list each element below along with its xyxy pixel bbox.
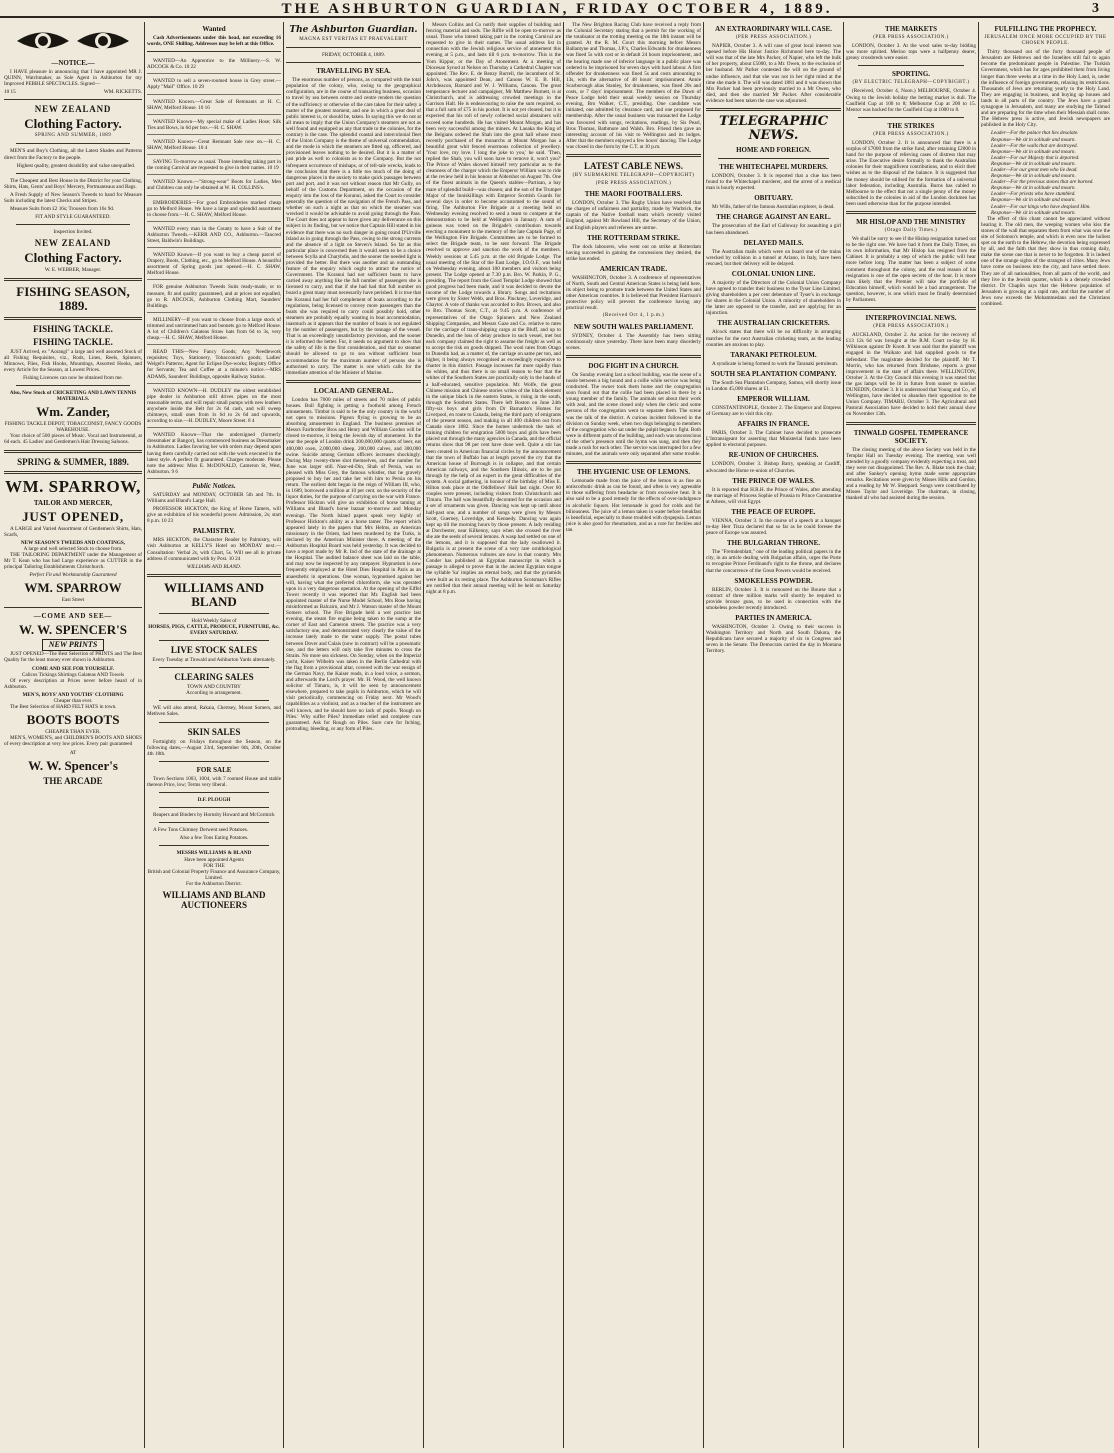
classified-ad: MILLINERY—If you want to choose from a large stock of trimmed and untrimmed hats and bonnets go to Melford House. A lot of Children's Galateas Straw hats from 6d to 3s, very cheap.—H. C. SHAW, Melford House. — [147, 315, 281, 345]
lament-chant — [991, 130, 1110, 215]
column-1 — [4, 22, 142, 1448]
nsw-received: (Received Oct 4, 1 p.m.) — [602, 313, 665, 319]
fresh-supply-text: A Fresh Supply of New Season's Tweeds to hand for Measure Suits including the latest Checks and Stripes. — [4, 191, 142, 205]
hislop-sub: (Otago Daily Times.) — [884, 227, 938, 233]
hislop-heading: MR HISLOP AND THE MINISTRY — [856, 217, 966, 226]
telegraphic-sub: HOME AND FOREIGN. — [736, 146, 811, 155]
prince-body: It is reported that H.R.H. the Prince of Wales, after attending the marriage of Princess Sophie of Prussia to Prince Constantine at Athens, will visit Egypt. — [706, 486, 841, 505]
public-notices-heading: Public Notices. — [192, 481, 236, 490]
bulgarian-heading: THE BULGARIAN THRONE. — [726, 539, 821, 548]
mens-clothing-text: MEN'S and Boy's Clothing, all the Latest Shades and Patterns direct from the Factory to the people. — [4, 148, 142, 161]
divider — [159, 792, 269, 793]
hislop-body: We shall be sorry to see if the Hislop resignation turned out to be the right one. We have had it from the Daily Times, on its own information, that Mr Hislop has resigned from the Cabinet. It is probably a step of which the public will hear more before long. The matter has been a subject of some comment throughout the colony, and the real reason of his resignation is one of the open secrets of the hour. It is more than likely that the Premier will take the portfolio of Education himself, which would be a bad arrangement. The question, however, is one which must be finally determined by Parliament. — [846, 236, 976, 303]
boots-heading: BOOTS BOOTS — [26, 712, 120, 728]
divider — [4, 471, 142, 474]
newspaper-motto: MAGNA EST VERITAS ET PRAEVALEBIT — [299, 37, 408, 42]
youths-text: MEN'S, BOYS' AND YOUTHS' CLOTHING — [22, 691, 124, 698]
classified-ad: FOR genuine Ashburton Tweeds Suits ready-made, or to measure, fit and quality guaranteed, and at prices not equalled, go to R. ADCOCK, Ashburton Clothing Mart, Saunders' Buildings. — [147, 282, 281, 312]
divider — [718, 158, 829, 159]
column-rule — [703, 22, 704, 1448]
divider — [4, 99, 142, 100]
divider — [286, 62, 421, 63]
prophecy-heading: FULFILLING THE PROPHECY. — [994, 25, 1097, 33]
divider — [858, 65, 964, 66]
classified-ad: WANTED Known—Great Remnant Sale now on.—H. C. SHAW, Melford House. 10 4 — [147, 137, 281, 155]
column-rule — [283, 22, 284, 1448]
strikes-sub: (PER PRESS ASSOCIATION.) — [873, 131, 949, 137]
divider — [566, 461, 701, 464]
notice-signature — [4, 89, 142, 95]
whitechapel-heading: THE WHITECHAPEL MURDERS. — [719, 163, 828, 172]
sparrow-heading: WM. SPARROW, — [5, 476, 141, 496]
smokeless-heading: SMOKELESS POWDER. — [734, 576, 813, 585]
chant-line: Leader—For our Majesty that is departed. — [991, 154, 1080, 161]
cable-news-sub-2: (PER PRESS ASSOCIATION.) — [595, 181, 672, 187]
divider — [16, 224, 130, 225]
come-see-text: COME AND SEE FOR YOURSELF. — [32, 665, 114, 672]
prince-heading: THE PRINCE OF WALES. — [732, 476, 815, 485]
wanted-heading: Wanted — [202, 25, 226, 33]
saturday-notice: SATURDAY and MONDAY, OCTOBER 5th and 7th. In Williams and Bland's Large Hall. — [147, 491, 281, 504]
chant-line: Leader—For the precious stones that are burned. — [991, 179, 1094, 186]
cricketers-body: Alcock states that there will be no difficulty in arranging matches for the next Australian cricketing team, as the leading counties are anxious to play. — [706, 329, 841, 348]
chant-line: Response—We sit in solitude and mourn. — [991, 197, 1076, 204]
cricket-text: Also, New Stock of CRICKETING AND LAWN TENNIS MATERIALS. — [9, 389, 137, 403]
mails-heading: DELAYED MAILS. — [743, 238, 804, 247]
column-6 — [706, 22, 841, 1448]
tailoring-text: THE TAILORING DEPARTMENT under the Management of Mr T. Kean who has had Large experience as CUTTER in the principal Tailoring Establishments Christchurch. — [4, 551, 142, 571]
dog-fight-body: On Sunday evening last a school building, was the scene of a tussle between a big hound and a collie while service was being conducted. The owner took them home and the congregation soon found out that the collie had been placed in there by a young member of the family. The animals set about their work with zeal, and the scene closed only when the cleric and some persons of the congregation went to separate them. The scene was the talk of the district. A curious incident followed in the division on Sunday week, when two dogs belonging to members of the congregation who sat under the pulpit began to fight. Both were in different parts of the building, and each was unconscious of the other's presence until the hymn was sung, and then they made a rush for each other. The service was interrupted for a few minutes, and the animals were only separated after some trouble. — [566, 371, 701, 458]
telegraphic-heading: TELEGRAPHIC NEWS. — [718, 114, 829, 144]
markets-heading: THE MARKETS — [885, 25, 937, 33]
will-case-heading: AN EXTRAORDINARY WILL CASE. — [715, 25, 832, 33]
classified-ad: WANTED Known—If you want to buy a cheap parcel of Drapery, Boots, Clothing, etc., go to Melford House. A beautiful assortment of Spring goods just opened.—H. C. SHAW, Melford House. — [147, 250, 281, 280]
prophecy-body-2: The effect of this chant cannot be appreciated without hearing it. The old men, the weeping women who kiss the stones of the wall that separates them from what was once the site of Solomon's temple, and which is even now the holiest spot on the earth to the Hebrew, the devotion being expressed by all, and the faith that they show in thus coming daily, make the scene one that is never to be forgotten. It is indeed one of the strange sights of the strangest of cities. Many Jews have come on business into the city, and have settled there. They are of all nationalities, from all parts of the world, and they live in the Jewish quarter, which is a densely crowded district. Dr Chaplin says that the Hebrew population of Jerusalem is growing at a rapid rate, and that the number of Jews now exceeds the Mohammedans and the Christians combined. — [981, 215, 1110, 308]
british-text: British and Colonial Property Finance and Assurance Company, Limited. — [147, 868, 281, 881]
manager-line: W. E. WEBBER, Manager. — [44, 267, 102, 274]
taranaki-heading: TARANAKI PETROLEUM. — [730, 350, 817, 359]
for-sale-heading: FOR SALE — [196, 765, 232, 774]
masthead — [0, 0, 1114, 18]
notice-date: 10 15 — [4, 89, 16, 96]
divider — [159, 761, 269, 762]
come-and-see-heading: —COME AND SEE— — [33, 612, 113, 621]
divider — [159, 722, 269, 723]
tweeds-text: NEW SEASON'S TWEEDS AND COATINGS, — [20, 539, 126, 546]
divider — [846, 307, 976, 310]
eating-potatoes-text: Also a few Tons Eating Potatoes. — [179, 835, 249, 842]
page-number: 3 — [1092, 1, 1100, 16]
obituary-body: Mr Wills, father of the famous Australian explorer, is dead. — [712, 204, 835, 211]
zander-heading: Wm. Zander, — [36, 404, 110, 420]
divider — [286, 47, 421, 48]
classified-ad: WANTED KNOWN—H. DUDLEY the oldest established pipe dealer in Ashburton still drives pipes on the most reasonable terms, and will repair small pumps with new leathers anywhere inside the Belt for 2s 6d cash, and will sweep chimneys, small ones from 1s 6d to 2s 6d and upwards, according to size.—H. DUDLEY, Moore Street. 8 4 — [147, 386, 281, 429]
street-text: East Street — [61, 597, 85, 604]
local-news-end: The New Brighton Racing Club have received a reply from the Colonial Secretary stating that a permit for the working of the totalisator at the trotting meeting on the 18th instant will be granted. At the R. M. Court this morning before Messrs Ballantyne and Thomas, J.P.'s, Charles Edwards for drunkenness was fined 5s with cost or in default 24 hours imprisonment, and the hearing made one of inferior language in a public place was ordered to be imprisoned for seven days with hard labour. A first offender for drunkenness was fined 5s and costs amounting to 13s, with the alternative of 48 hours' imprisonment. Annie Scarborough alias Stanley, for drunkenness, was fined 20s and costs, or 7 days' imprisonment. The members of the Dawn of Peace Lodge held their usual weekly session on Thursday evening, Bro Walker, C.T., presiding. One candidate was initiated, one admitted by clearance card, and one proposed for membership. After the usual business was transacted the Lodge was favoured with songs, recitations, readings, by Sis Pearl, Bros Thomas, Bathmore and Walsh. Bro. Friend then gave an interesting account of his visit to Wellington and its lodges. After that the members enjoyed a few hours' dancing. The Lodge was closed in due form by the C.T. at 10 p.m. — [566, 22, 701, 150]
nsw-body: SYDNEY, October 4. The Assembly has been sitting continuously since yesterday. There have been many disorderly scenes. — [566, 332, 701, 351]
interprovincial-heading: INTERPROVINCIAL NEWS. — [865, 314, 957, 323]
emperor-heading: EMPEROR WILLIAM. — [737, 395, 810, 403]
williams-bland-auctioneers: WILLIAMS AND BLAND AUCTIONEERS — [162, 889, 266, 910]
column-7 — [846, 22, 976, 1448]
classified-ad: WANTED to sell a seven-roomed house in Grey street.—Apply "Mail" Office. 10 29 — [147, 76, 281, 94]
divider — [147, 574, 281, 577]
column-3 — [286, 22, 421, 1448]
appointed-text: Have been appointed Agents — [184, 856, 244, 863]
travelling-heading: TRAVELLING BY SEA. — [316, 67, 391, 76]
spencer-heading-2: W. W. Spencer's — [28, 757, 118, 773]
classified-ad: WANTED—An Apprentice to the Millinery.—S. W. ADCOCK & Co. 10 22 — [147, 56, 281, 74]
column-rule — [843, 22, 844, 1448]
taranaki-body: A syndicate is being formed to work the Taranaki petroleum. — [712, 360, 839, 367]
horses-text: HORSES, PIGS, CATTLE, PRODUCE, FURNITURE, &c. EVERY SATURDAY. — [148, 623, 280, 636]
obituary-heading: OBITUARY. — [754, 194, 793, 203]
divider — [706, 108, 841, 111]
local-news-continued: Messrs Collins and Co notify their supplies of building and fencing material and sods. The Riflle will be open to-morrow as usual. Those who intend taking part in the coming Carnival are requested to give in their names. The usual address list in connection with the Jewish religious service of atonement this evening at 5 p.m., and lasts till 6 p.m. to-morrow. This is the Yom Kippur, or the Day of Atonement. At a meeting of Diocesan Synod at Nelson on Thursday a Cathedral Chapter was appointed. The Rev. E. de Renzy Burrell, the incumbent of St. John's, was appointed Dean, and Canons W. E. B. Hill, Archdeacon, Barnard and W. J. Williams, Canons. The great temperance lecturer and campaigner, Mr Matthew Burnett, is at Christchurch, and is addressing crowded meetings in the Garrison Hall. He is endeavouring to raise the sum required, so that a full sum of £75 in his pocket. It is not yet cleared, but it is expected that his roll of newly collected social abstainers will exceed some hundreds. He has visited Mount Morgan, and has been very successful among the miners. At Laoaka the King of the Belgians ordered the Shah into the great hall whose most recently purchased of the monarchs at Mount Morgan has a beautiful great whit fenced enormous collection of jewellery. 'Your love, my love. I long the joke to you,' he said. 'Then, replied the Shah, you will soon have to remove it, won't you?' The Prince of Wales showed himself very particular as to the cleanness of the charger which the Emperor William was to ride at the review held in his honour at Aldershot on August 7th. One of the finest animals in the Queen's stables—Partisan, a bay mare of splendid build—was chosen; and the son of the Trumpet Major of the Inniskillings with Emperor Scottish Guards for several days in order to become accustomed to the sound of firing. The Ashburton Fire Brigade at a meeting held on Wednesday evening resolved to send a team to compete at the demonstration to be held at Wellington in January. A sum of guineas was voted on the Brigade's contribution towards erecting a monument to the memory of the late Captain Page, of the Wellington Fire Brigade. Committees are to be formed to select the Brigade team, to be sent forward. The Brigade resolved to approve and sanction the work of the members. Weekly sessions at 5.45 p.m. at the old Brigade Lodge. The usual meeting of the Star of the East Lodge, I.O.O.F., was held on Wednesday evening, about 100 members and visitors being present. The Lodge opened at 7.30 p.m. Bro. W. Parkin, P. G., presiding. The report from the Good Templar Lodge showed that good progress had been made, and it was decided to devote the income of the Lodge towards a library. Songs and recitations were given by Sister Webb, and Bros. Pinckney, Loveridge, and Chaytor. A vote of thanks was accorded to Bro. Brown, and also to Bro. Thomas Scott, C.T., at 9.45 p.m. A conference of representatives of the Otago Spinners and New Zealand Shipping Companies, and Messrs Gaze and Co. relative to rates for the carriage of trans-shipping cargo at the Bluff, and up to Dunedin, and the loss of delay produce in such vessel, met but each company claimed the right to assume the freight as well as to accept the risk on goods shipped. The wool rates from Otago to Dunedin had, as a matter of, the carriage on same per ton, and higher, it being always recognised as exceedingly expensive to charter in this district. Passage increases far more rapidly than do whites, and thus there is no small reason to fear that the whites of the Southern States are practically only in the hands of a half-educated, sensitive population. Mr. Wolfe, the great Chinese mission and Chinese stories writes of the black element in the unique black in the eastern States, is rising in the south, through the Southern States. There left Boston on June 24th fifty-six boys and girls from Dr Barnardo's Homes for Liverpool, en route to Canada, being the third party of emigrants of the present season, and making in all 400 children out from Canada since 1882. Since the homes undertook the task of training children for emigration 5000 boys and girls have been placed out through the many agencies in Canada, and the official returns show that 98 per cent have done well. Quite a stir has been created in American financial circles by the announcement that the town of Buffalo has at length proved the cry that the American house of Burrough is in collapse, and that certain American railways, and the Southern Illinois, are to be put through by the help of an expert in the great difficulties of the system. A social gathering, in honour of the birthday of Miss E. Hilton took place at the Oddfellows' Hall last night. Over 60 couples were present, including visitors from Christchurch and Timaru. The hall was beautifully decorated for the occasion and a set of ornaments was given. Dancing was kept up until about half-past one, and a number of songs were given by Messrs Scott, Guerney, Loveridge, and Kennedy. Dancing was again kept up till the morning hours by those present. A lady residing at Dorchester, near Kilkenny, says when she crossed the river she ate the seeds of several lemons. A wasp had settled on one of the lemons, and it is supposed that the lady swallowed it. Bulgaria is at present the scene of a very rare ornithological phenomenon. Numerous vultures are now in that country. Mrs Conder has published an Egyptian manuscript in which a passage is alleged to prove that in the ancient Egyptian tongue the syllable 'ka' implies an eternal body, and that the pyramids were built as its resting place. The Ashburton Scotsman's Rifles are notified that their annual meeting will be held on Saturday night at 8 p.m. — [426, 22, 561, 595]
maori-body: LONDON, October 3. The Rugby Union have resolved that the charges of unfairness and partiality, made by Warbrick, the captain of the Native football team which recently visited England, against Mr Rowland Hill, the Secretary of the Union, and English players and referees are untrue. — [566, 200, 701, 231]
at-text: AT — [69, 749, 77, 756]
newspaper-page — [4, 22, 1110, 1448]
divider — [159, 667, 269, 668]
newspaper-title: The Ashburton Guardian. — [289, 25, 418, 35]
messrs-text: MESSRS WILLIAMS & BLAND — [176, 850, 252, 857]
earl-heading: THE CHARGE AGAINST AN EARL. — [716, 213, 831, 222]
column-2 — [147, 22, 281, 1448]
nz-heading-2: NEW ZEALAND — [34, 238, 112, 249]
classified-ad: WANTED Known.—Great Sale of Remnants at H. C. SHAW, Melford House. 10 16 — [147, 97, 281, 115]
we-attend-text: WE will also attend, Rakaia, Chertsey, Mount Somers, and Methven Sales. — [147, 705, 281, 718]
tinwald-body: The closing meeting of the above Society was held in the Templar Hall on Tuesday evening. The meeting was well attended by a goodly company evidently expecting a treat, and they were not disappointed. The Rev. A. Blake took the chair, and after Sankey's opening hymn made some appropriate remarks. Recitations were given by Misses Hills and Gordon, and a reading by Mr W. Sheppard. Songs were contributed by Misses Taylor and Loveridge. The chairman, in closing, thanked all who had assisted during the session. — [846, 446, 976, 502]
divider — [4, 278, 142, 281]
hats-text: The Best Selection of HARD FELT HATS in town. — [10, 704, 117, 711]
column-8 — [981, 22, 1110, 1448]
prophecy-body: Thirty thousand out of the forty thousand people of Jerusalem are Hebrews and the Israelites still fail to again become the predominant people in Palestine. The Turkish Government, which has for ages prohibited them from living longer than three weeks at a time in the Holy Land, is, under the influence of foreign governments, relaxing its restrictions. Thousands of Jews are returning yearly to the Holy Land. They are engaging in business, and buying up houses and lands in all parts of the country. The Jews have a grand synagogue in Jerusalem, and many are studying the Talmud and are preparing for the time when their Messiah shall come. The Hebrew press is active, and Jewish newspapers are published in the Holy City. — [981, 49, 1110, 129]
calicos-text: Calicos Tickings Shirtings Galateas AND Towels — [21, 671, 125, 678]
professor-notice: PROFESSOR HICKTON, the King of Horse Tamers, will give an exhibition of his wonderful power. Admission, 2s; start 8 p.m. 10 23 — [147, 506, 281, 525]
fishing-season-heading: FISHING SEASON, 1889. — [16, 283, 130, 313]
arrangement-text: According to arrangement. — [186, 690, 242, 697]
tinwald-heading: TINWALD GOSPEL TEMPERANCE SOCIETY. — [853, 428, 969, 445]
colonial-heading: COLONIAL UNION LINE. — [731, 269, 816, 278]
spencer-heading: W. W. SPENCER'S — [19, 622, 127, 638]
inspection-text: Inspection Invited. — [53, 229, 93, 236]
nsw-heading: NEW SOUTH WALES PARLIAMENT. — [573, 322, 694, 331]
chant-line: Leader—For the palace that lies desolate. — [991, 130, 1079, 137]
masthead-title: THE ASHBURTON GUARDIAN, FRIDAY OCTOBER 4, 1889. — [281, 1, 833, 17]
prices-text: Of every description at Prices never before heard of in Ashburton. — [4, 677, 142, 690]
classified-ad: WANTED Known.—"Strong-wear" Boots for Ladies, Men and Children can only be obtained at W. H. COLLINS's. — [147, 177, 281, 195]
europe-body: VIENNA, October 3. In the course of a speech at a banquet to-day Herr Tisza declared that so far as he could foresee the peace of Europe was assured. — [706, 517, 841, 537]
chant-line: Response—We sit in solitude and mourn. — [991, 173, 1076, 180]
mails-body: The Australian mails which were on board one of the trains wrecked by collision in a tunnel at Ariano, in Italy, have been rescued, but their delivery will be delayed. — [706, 248, 841, 267]
sporting-body: (Received, October 4, Noon.) MELBOURNE, October 4. Owing to the Jewish holiday the betting market is dull. The Caulfield Cup at 100 to 8; Melbourne Cup at 200 to 15. Mentor was backed for the Caulfield Cup at 1000 to 8. — [846, 88, 976, 113]
jerusalem-subheading: JERUSALEM ONCE MORE OCCUPIED BY THE CHOSEN PEOPLE. — [984, 35, 1107, 47]
town-country-text: TOWN AND COUNTRY — [187, 684, 241, 691]
assortment-text: A LARGE and Varied Assortment of Gentlemen's Shirts, Hats, Scarfs, — [4, 525, 142, 538]
stock-text: A large and well selected Stock to choose from. — [23, 545, 123, 552]
chant-line: Leader—For our great men who lie dead. — [991, 166, 1078, 173]
palmistry-notice: MRS HICKTON, the Character Reader by Palmistry, will visit Ashburton at KELLY'S Hotel on MONDAY next.—Consultation: Verbal 2s, with Chart, 5s. Will see all in private address if communicated with by Post. 10 24 — [147, 537, 281, 562]
divider — [4, 317, 142, 320]
europe-heading: THE PEACE OF EUROPE. — [731, 507, 816, 516]
america-heading: PARTIES IN AMERICA. — [735, 613, 812, 622]
france-heading: AFFAIRS IN FRANCE. — [737, 420, 810, 429]
sporting-heading: SPORTING. — [891, 70, 931, 79]
rotterdam-body: The dock labourers, who went out on strike at Rotterdam having succeeded in gaining the concessions they desired, the strike has ended. — [566, 243, 701, 262]
column-rule — [978, 22, 979, 1448]
chant-line: Response—We sit in solitude and mourn. — [991, 160, 1076, 167]
music-text: Your choice of 500 pieces of Music. Vocal and Instrumental, at 6d each. 45 Ladies' and Gentlemen's Hair Dressing Saloons. — [4, 433, 142, 446]
chant-line: Response—We sit in solitude and mourn. — [991, 185, 1076, 192]
clearing-heading: CLEARING SALES — [174, 672, 254, 683]
interprovincial-sub: (PER PRESS ASSOCIATION.) — [873, 324, 949, 330]
churches-body: LONDON, October 3. Bishop Barry, speaking at Cardiff, advocated the Home re-union of Churches. — [706, 461, 841, 474]
american-trade-body: WASHINGTON, October 3. A conference of representatives of North, South and Central American States is being held here, its object being to promote trade between the United States and other American countries. It is believed that President Harrison's protective policy will prevent the conference having any practical result. — [566, 274, 701, 312]
local-general-body: London has 7000 miles of streets and 70 miles of public houses. Bull fighting is getting a foothold among French amusements. Timbot is said to be the only country in the world not open to missions. Pigeon flying is growing to be an absorbing amusement in England. The business premises of Messrs Fairbrother Bros and Henry and William Gordon will be closed to-morrow, it being the Jewish day of atonement. In the year the people of London drink 200,000,000 quarts of beer, eat 400,000 oxen, 2,000,000 sheep, 200,000 calves, and 300,000 swine. Suicide among German officers increases shockingly. During May twenty-three shot themselves, and the number for June was larger still. Nasr-ed-Din, Shah of Persia, was so pleased with Miss Grey, the famous whistler, that he gravely proposed to buy her and take her with him to Persia on his return. The earliest debt began in the reign of William III, who, in 1689, borrowed a million at 10 per cent. on the security of the liquor duties, for the purpose of carrying on the war with France. Professor Hickton will give an exhibition of horse taming at Williams and Bland's horse bazaar to-morrow and Monday evenings. The North Island papers speak very highly of Professor Hickton's ability as a horse tamer. The report which appeared lately in the papers that Mrs Helms, an American missionary in the Orient, had been murdered by the Turks, is declared by the American Minister there. A meeting of the Ashburton Hospital Board was held yesterday. It was decided to have a report made by Mr R. Ind of the state of the drainage at the Hospital. The audited balance sheet was laid on the table, and may now be inspected by any ratepayer. Hypnotism is now frequently employed at the Hotel Dieu Hospital in Paris as an anaesthetic in operations. One woman, hypnotised against her will, having what the preferred chloroform, she was operated upon in a very dangerous operation. At the opening of the Eiffel Tower recently it was reported that Mr. English had been appointed master of the Nurse Model School, Mrs Rose having misinformed as Balcairn, and Mr J. Watson master of the Mount Somers school. The Fire Brigade held a wet practice last evening, the steam fire engine being taken to the sump at the corner of East and Cameron streets. The practice was a very satisfactory one, and demonstrated very clearly the value of the increase lately made to the water supply. The postal tubes between Dover and Calais (now in contract) will be a pneumatic one, and the letters will only take five minutes to cross the Straits. No more sea sickness. On Sunday, when on the Imperial yacht, Kaiser Wilhelm was taken in the Berlin Cathedral with the flag from a provisional altar, covered with the war ensign of the German Navy, the Kaiser reads, in a loud voice, a sermon, and afterwards the Lord's prayer. Mr. H. Wood, the well known solicitor of Timaru, is, it will be seen by announcement elsewhere, prepared to take pupils in Ashburton, which he will visit periodically, commencing on Friday next. Mr Wood's capabilities as a violinist, and as a teacher of the instrument are well known, and he should have no lack of pupils. 'Rough on Piles.' Why suffer Piles? Immediate relief and complete cure guaranteed. Ask for Rough on Piles. Sure cure for Itching, protruding, bleeding, or any form of Piles. — [286, 396, 421, 732]
classified-ad: EMBROIDERIES—For good Embroideries marked cheap go to Melford House. We have a large and splendid assortment to choose from.—H. C. SHAW, Melford House. — [147, 198, 281, 222]
american-trade-heading: AMERICAN TRADE. — [599, 264, 668, 273]
america-body: WASHINGTON, October 3. Owing to their success in Washington Territory and North and South Dakota, the Republicans have secured a majority of six in Congress and seven in the Senate. The Democrats carried the day in Montana Territory. — [706, 623, 841, 655]
divider — [846, 211, 976, 214]
divider — [16, 385, 130, 386]
eyes-icon — [13, 26, 133, 56]
cheapest-text: The Cheapest and Best House in the District for your Clothing, Shirts, Hats, Gents' and Boys' Mercery, Portmanteaus and Bags. — [4, 177, 142, 190]
will-case-sub: (PER PRESS ASSOCIATION.) — [735, 35, 812, 40]
divider — [159, 613, 269, 614]
dog-fight-heading: DOG FIGHT IN A CHURCH. — [588, 361, 679, 370]
column-rule — [423, 22, 424, 1448]
divider — [16, 173, 130, 174]
interprovincial-body: AUCKLAND, October 2. An action for the recovery of £13 12s 6d was brought at the R.M. Court to-day by H. Wilkinson against Dr Knott. It was said that the plaintiff was engaged in the Waikato and had supplied goods to the defendant. The magistrate decided for the plaintiff. Mr T. Morrin, who has returned from Brisbane, reports a great improvement in the state of affairs there. WELLINGTON, October 3. At the City Council this evening it was stated that the gas lamps will be lit in future from sunset to sunrise. DUNEDIN, October 3. It is understood that Young and Co., of Wellington, have decided to abandon their opposition to the Union Company. TIMARU, October 3. The Agricultural and Pastoral Association have decided to hold their annual show on November 13th. — [846, 332, 976, 418]
column-4 — [426, 22, 561, 1448]
lemons-body: Lemonade made from the juice of the lemon is as fine an antiscorbutic drink as can be found, and often is very agreeable to those suffering from headache or from excessive heat. It is also said to be a good remedy for the effects of over-indulgence in alcoholic liquors. Hot lemonade is good for colds and for biliousness. The juice of a lemon taken in water before breakfast is beneficial, especially to those troubled with dyspepsia. Lemon juice is also good for rheumatism, and as a cure for freckles and tan. — [566, 478, 701, 533]
palmistry-heading: PALMISTRY. — [192, 527, 236, 536]
travelling-body: The enormous number of persons, as compared with the total population of the colony, who, owing to the geographical configuration, are in the course of transacting business, occasion to travel by sea between centre and centre renders the question of the sufficiency or otherwise of the care taken for their safety a matter of the greatest moment, and one in which a great deal of public interest is, or should be, taken. In saying this we do not at all mean to imply that the Union Company's steamers are not as well found and equipped as any that trade to the colonies, for the contrary is the case. The splendid coastal and intercolonial fleet of the Union Company is the theme of universal commendation, and the mode in which the steamers are fitted up, officered, and provisioned leaves nothing to be desired. But it is a matter of just pride as well to colonists as to the Company. But the not infrequent occurrence of mishaps, or of tell-tale wrecks, leads to the conclusion that there is a little too much of the doing of dangerous places in the anxiety to make quick passages between port and port, and it was not without reason that Mr Gully, on behalf of the Customs Department, on the occasion of the enquiry into the loss of the Koranui, asked the Court to consider generally the question of the navigation of the French Pass, and whether on such a night as that on which the steamer was wrecked it would be advisable to avoid going through the Pass. The Court does not appear to have given any deliverance on this subject in its finding, but we notice that Captain Hill stated in his evidence that there was no such danger in going round D'Urville Island as in going through the Pass, owing to the strong currents and the absence of a light on Steven's Island. So far as this particular place is concerned then it would seem to be a choice between Scylla and Charybdis, and the sooner the needed light is provided the better. But there was another and an outstanding feature of the enquiry which ought to attract the notice of Government. The Koranui had not sufficient boats to have carried away anything like the full number of passengers she is licensed to carry, and that if she had had that full number on board a great many must necessarily have perished. It is true that the Koranui had her full complement of boats according to the regulations, being licensed to convey more passengers than the boats she was required to carry could possibly hold, other steamers are probably equally wanting in boat accommodation, inasmuch as it appears that the number of boats is not regulated by the number of passengers, but by the tonnage of the vessel. That is an exceedingly unsatisfactory provision, and the sooner it is reformed the better. For, it needs no argument to show that the safety of life is the first consideration, and that no steamer should be allowed to go to sea without sufficient boat accommodation for the maximum number of persons she is authorised to carry. The matter is one which calls for the immediate attention of the Minister of Marine. — [286, 77, 421, 376]
strikes-body: LONDON, October 2. It is announced that there is a surplus of £7000 from the strike fund, after retaining £2000 in hand for the purpose of relieving cases of distress that may arise. The Executive desire formally to thank the Australian colonies for their magnificent contributions, and to elicit their wishes as to the disposal of the balance. It is suggested that the money should be utilised for the formation of a universal labor federation, including Australia. Burns has cabled to Melbourne to the effect that not a single penny of the money subscribed in the colonies in aid of the London dockmen has been used otherwise than for the purpose intended. — [846, 139, 976, 207]
cable-news-heading: LATEST CABLE NEWS. — [584, 160, 683, 171]
classified-ad: WANTED Known—My special make of Ladies Hose; Silk Ties and Bows, in 6d per box.—H. C. SHAW. — [147, 117, 281, 135]
nz-heading: NEW ZEALAND — [34, 104, 112, 115]
divider — [286, 380, 421, 383]
cheaper-text: Cheaper than ever. — [53, 698, 93, 705]
measure-suits-text: Measure Suits from £2 16s; Trousers from 16s 9d. — [10, 206, 115, 213]
sporting-sub: (BY ELECTRIC TELEGRAPH—COPYRIGHT.) — [852, 80, 970, 86]
chant-line: Response—We sit in solitude and mourn. — [991, 148, 1076, 155]
factory-heading-2: Clothing Factory. — [24, 250, 122, 266]
classified-ad: READ THIS—New Fancy Goods; Any Needlework requisites; Toys, Stationery, Tobacconist's goods; Ladies' Welgel's Patterns; Agent for Eclipse Dye-works; Registry Office for Servants; Tea and Coffee at a minute's notice.—MRS ADAMS, Saunders' Buildings, opposite Railway Station. — [147, 347, 281, 383]
chant-line: Response—We sit in solitude and mourn. — [991, 209, 1076, 216]
reapers-text: Reapers and Binders by Hornsby Howard and McCormick — [153, 812, 275, 819]
arcade-heading: THE ARCADE — [43, 775, 103, 786]
spectacles-logo — [4, 26, 142, 56]
column-5 — [566, 22, 701, 1448]
williams-bland-heading: WILLIAMS AND BLAND — [163, 579, 265, 609]
sparrow-heading-2: WM. SPARROW — [24, 580, 122, 596]
markets-body: LONDON, October 3. At the wool sales to-day bidding was more spirited. Merino tops were a halfpenny dearer, greasy crossbreds were easier. — [846, 43, 976, 62]
maori-heading: THE MAORI FOOTBALLERS. — [584, 190, 683, 199]
notice-heading: —NOTICE.— — [51, 59, 95, 67]
classified-ad: SAVING To-morrow as usual. Those intending taking part in the coming Carnival are requested to give in their names. 10 19 — [147, 157, 281, 175]
column-rule — [563, 22, 564, 1448]
just-opened-heading: JUST OPENED, — [22, 508, 124, 524]
markets-sub: (PER PRESS ASSOCIATION.) — [873, 35, 949, 40]
divider — [566, 154, 701, 157]
divider — [159, 822, 269, 823]
divider — [16, 143, 130, 144]
zander-subheading: FISHING TACKLE DEPOT, TOBACCONIST, FANCY GOODS WAREHOUSE. — [4, 421, 142, 434]
editorial-date: FRIDAY, OCTOBER 4, 1889. — [321, 52, 386, 59]
fishing-tackle-heading-2: FISHING TACKLE. — [33, 336, 113, 347]
skin-sales-heading: SKIN SALES — [187, 726, 241, 737]
colonial-body: A majority of the Directors of the Colonial Union Company have agreed to transfer their business to the Tyser Line Limited, giving shareholders a per cent debenture of Tyser's in exchange for shares in the Colonial Union. A minority of shareholders in the latter are opposed to the transfer, and are applying for an injunction. — [706, 279, 841, 317]
classified-ad: WANTED every man in the County to have a Suit of the Ashburton Tweeds.—KERR AND CO., Ashburton.—Tancred Street, Baldwin's Buildings. — [147, 224, 281, 248]
cheaper-text-2: CHEAPER THAN EVER. — [45, 729, 101, 736]
arrived-text: JUST Arrived, ex "Aorangi" a large and well assorted Stock of all Fishing Requisites, viz., Rods, Lines, Reels, Spinners, Minnows, Flies, Fish Hooks, Mountings, Assorted Hooks, and every Article for the Season, at Lowest Prices. — [4, 348, 142, 373]
wb-small-heading: WILLIAMS AND BLAND. — [186, 563, 242, 570]
column-rule — [144, 22, 145, 1448]
cable-news-sub: (BY SUBMARINE TELEGRAPH—COPYRIGHT) — [572, 172, 695, 178]
perfect-fit-text: Perfect Fit and Workmanship Guaranteed — [29, 572, 117, 579]
sections-text: Town Sections 1003, 1004, with 7 roomed House and stable thereon Price, low; Terms very liberal. — [147, 775, 281, 788]
smokeless-body: BERLIN, October 3. It is rumoured on the Bourse that a contract of three million marks will shortly be required to provide bronze guns, to be used in connection with the smokeless powder recently introduced. — [706, 586, 841, 611]
boots-text: MEN'S, WOMEN'S, and CHILDREN'S BOOTS AND SHOES of every description at very low prices. Every pair guaranteed — [4, 735, 142, 748]
will-case-body: NAPIER, October 3. A will case of great local interest was opened before His Honor Justice Richmond here to-day. The will was that of the late Mrs Packer, of Napier, who left the bulk of her property, about £5000, to a Mr. Owen, to the exclusion of her husband. Mr Parker contested the will on the ground of undue influence, and that she was not in her right mind at the time she made it. The will was dated 1881 and it was shown that Mrs Packer had been previously married to a Mr Owen, who died, and then she married Mr Packer. After considerable evidence had been taken the case was adjourned. — [706, 43, 841, 104]
new-prints-badge: NEW PRINTS — [42, 639, 105, 651]
fishing-tackle-heading: FISHING TACKLE. — [33, 323, 113, 334]
quality-text: Highest quality, greatest durability and value unequalled. — [16, 162, 136, 169]
divider — [566, 355, 701, 358]
divider — [4, 607, 142, 608]
weekly-sales-text: Hold Weekly Sales of — [191, 617, 237, 624]
season-line: SPRING AND SUMMER, 1889 — [34, 133, 112, 139]
factory-heading: Clothing Factory. — [24, 116, 122, 132]
divider — [4, 450, 142, 453]
chant-line: Leader—For priests who have stumbled. — [991, 191, 1076, 198]
fit-guarantee: FIT AND STYLE GUARANTEED. — [35, 214, 111, 221]
chant-line: Response—We sit in solitude and mourn. — [991, 136, 1076, 143]
churches-heading: RE-UNION OF CHURCHES. — [728, 451, 819, 460]
strikes-heading: THE STRIKES — [887, 121, 935, 130]
divider — [858, 117, 964, 118]
livestock-heading: LIVE STOCK SALES — [170, 645, 258, 656]
tuesday-text: Every Tuesday at Tinwald and Ashburton Yards alternately. — [152, 657, 276, 664]
divider — [159, 845, 269, 846]
district-text: For the Ashburton District. — [186, 880, 242, 887]
tailor-heading: TAILOR AND MERCER, — [33, 498, 113, 507]
cash-ads-note: Cash Advertisements under this head, not exceeding 16 words, ONE Shilling. Addresses may be left at this Office. — [147, 35, 281, 48]
potatoes-text: A Few Tons Chimney Derwent seed Potatoes. — [153, 827, 249, 834]
spring-heading: SPRING & SUMMER, 1889. — [17, 456, 129, 467]
earl-body: The prosecution of the Earl of Galloway for assaulting a girl has been abandoned. — [706, 223, 841, 236]
local-general-heading: LOCAL AND GENERAL. — [313, 386, 394, 395]
south-sea-body: The South Sea Plantation Company, Samoa, will shortly issue in London 45,000 shares at £1. — [706, 379, 841, 392]
rotterdam-heading: THE ROTTERDAM STRIKE. — [587, 233, 680, 242]
whitechapel-body: LONDON, October 3. It is reported that a clue has been found to the Whitechapel murderer, and the arrest of a medical man is hourly expected. — [706, 173, 841, 192]
emperor-body: CONSTANTINOPLE, October 2. The Emperor and Empress of Germany are to visit this city. — [706, 405, 841, 418]
chant-line: Leader—For the walls that are destroyed. — [991, 142, 1078, 149]
prints-text: JUST OPENED—The Best Selection of PRINTS and The Best Quality for the least money ever shown in Ashburton. — [4, 651, 142, 664]
divider — [846, 422, 976, 425]
divider — [159, 640, 269, 641]
divider — [159, 807, 269, 808]
fortnightly-text: Fortnightly on Fridays throughout the Season, on the following dates,—August 23rd, September 6th, 20th, October 4th 18th. — [147, 738, 281, 757]
bulgarian-body: The "Fremdenblatt," one of the leading political papers in the city, in an article dealing with Bulgarian affairs, urges the Porte to recognise Prince Ferdinand's right to the throne, and declares that the concurrence of the Great Powers would be received. — [706, 549, 841, 574]
chant-line: Leader—For our kings who have despised Him. — [991, 203, 1091, 210]
france-body: PARIS, October 3. The Cabinet have decided to prosecute L'Intransigeant for asserting that Ministerial funds have been applied to electoral purposes. — [706, 430, 841, 449]
cricketers-heading: THE AUSTRALIAN CRICKETERS. — [717, 319, 830, 328]
classified-ad: WANTED Known—That the undersigned (formerly dressmaker at Bangor), has commenced business as Dressmaker in Ashburton. Ladies favoring her with orders may depend upon having them carefully carried out with the work executed in the latest style. A perfect fit guaranteed. Charges moderate. Please note the address: Miss E. McDONALD, Cameron St, West, Ashburton. 9 6 — [147, 430, 281, 479]
notice-body: I HAVE pleasure in announcing that I have appointed MR J. QUINN, Watchmaker, as Sole Agent in Ashburton for my Improved PEBBLE SPECTACLES. Signed— — [4, 69, 142, 88]
plough-text: D.F. PLOUGH — [197, 797, 231, 804]
for-the-text: FOR THE — [203, 862, 225, 869]
divider — [147, 51, 281, 52]
divider — [159, 700, 269, 701]
south-sea-heading: SOUTH SEA PLANTATION COMPANY. — [710, 369, 837, 378]
notice-signer: WM. RICKETTS. — [103, 89, 142, 96]
lemons-heading: THE HYGIENIC USE OF LEMONS. — [576, 468, 691, 477]
licences-text: Fishing Licences can now be obtained from me. — [23, 374, 123, 381]
